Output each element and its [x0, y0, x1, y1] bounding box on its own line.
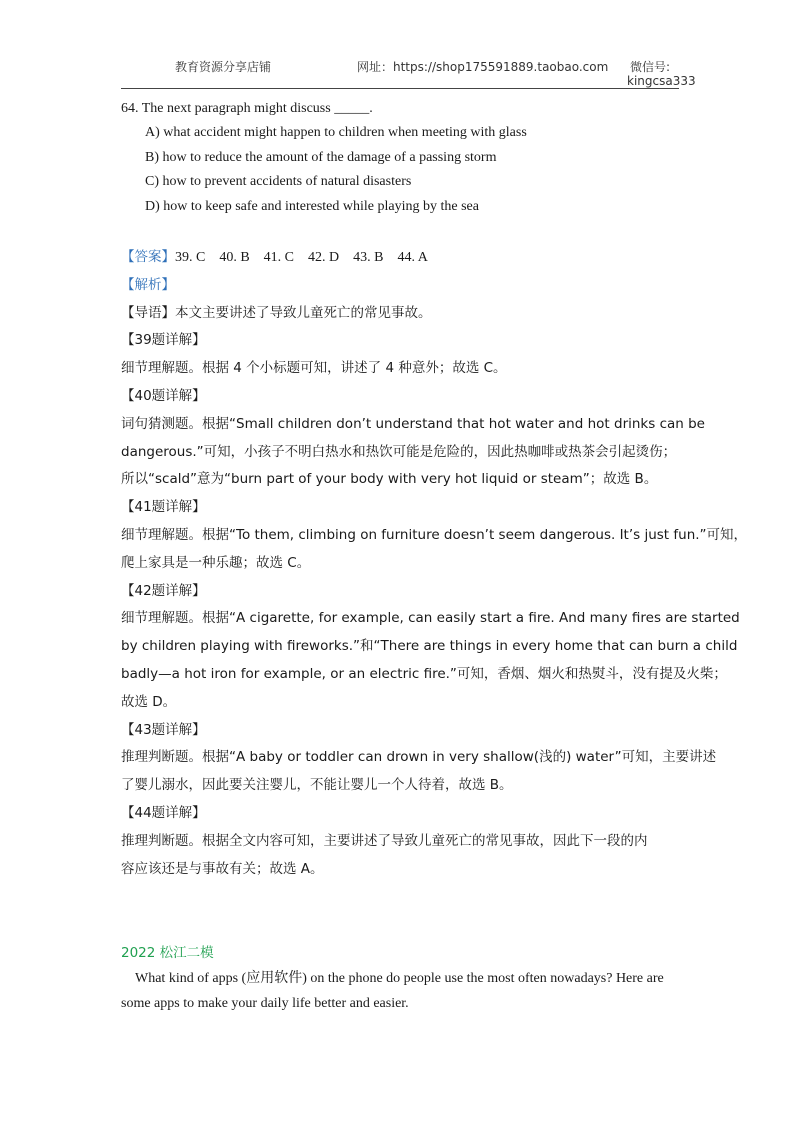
analysis-line: 所以“scald”意为“burn part of your body with very hot liquid or steam”；故选 B。	[121, 471, 658, 488]
section-title: 2022 松江二模	[121, 945, 214, 961]
analysis-line: 容应该还是与事故有关；故选 A。	[121, 860, 324, 877]
section-paragraph-line1: What kind of apps (应用软件) on the phone do people use the most often nowadays? Here are	[135, 971, 664, 986]
page-header	[0, 56, 800, 96]
header-website: 网址：https://shop175591889.taobao.com	[357, 60, 609, 74]
analysis-line: badly—a hot iron for example, or an electric fire.”可知，香烟、烟火和热熨斗，没有提及火柴；	[121, 665, 727, 682]
analysis-line: 爬上家具是一种乐趣；故选 C。	[121, 554, 311, 571]
analysis-line: 【导语】本文主要讲述了导致儿童死亡的常见事故。	[121, 304, 432, 321]
next-section	[121, 940, 691, 1016]
question-stem: 64. The next paragraph might discuss _____.	[121, 101, 373, 116]
header-wechat-id: kingcsa333	[627, 74, 696, 88]
answer-block	[121, 244, 748, 883]
analysis-line: 【41题详解】	[121, 499, 206, 516]
option-d: D) how to keep safe and interested while playing by the sea	[145, 198, 479, 214]
analysis-line: 词句猜测题。根据“Small children don’t understand that hot water and hot drinks can be	[121, 415, 705, 432]
analysis-line: 细节理解题。根据 4 个小标题可知，讲述了 4 种意外；故选 C。	[121, 360, 507, 377]
option-a: A) what accident might happen to children when meeting with glass	[145, 125, 527, 140]
section-paragraph-line2: some apps to make your daily life better and easier.	[121, 996, 409, 1011]
analysis-line: 【39题详解】	[121, 332, 206, 349]
header-shop-name: 教育资源分享店铺	[175, 60, 272, 74]
analysis-line: 细节理解题。根据“To them, climbing on furniture doesn’t seem dangerous. It’s just fun.”可知，	[121, 526, 748, 543]
analysis-line: 细节理解题。根据“A cigarette, for example, can easily start a fire. And many fires are started	[121, 610, 740, 627]
analysis-line: 【42题详解】	[121, 582, 206, 599]
header-wechat-label: 微信号:	[630, 60, 671, 74]
answer-keys: 39. C 40. B 41. C 42. D 43. B 44. A	[175, 250, 428, 265]
analysis-label: 【解析】	[121, 276, 175, 293]
answer-label: 【答案】	[121, 249, 175, 265]
analysis-line: 【44题详解】	[121, 804, 206, 821]
answer-keys-row	[121, 244, 691, 272]
option-b: B) how to reduce the amount of the damage of a passing storm	[145, 149, 497, 165]
analysis-line: 【43题详解】	[121, 721, 206, 738]
analysis-line: by children playing with fireworks.”和“There are things in every home that can burn a child	[121, 638, 738, 655]
analysis-line: 推理判断题。根据全文内容可知，主要讲述了导致儿童死亡的常见事故，因此下一段的内	[121, 832, 648, 849]
analysis-line: 推理判断题。根据“A baby or toddler can drown in very shallow(浅的) water”可知，主要讲述	[121, 749, 717, 766]
option-c: C) how to prevent accidents of natural disasters	[145, 174, 412, 190]
question-block	[121, 97, 691, 219]
analysis-line: 了婴儿溺水，因此要关注婴儿，不能让婴儿一个人待着，故选 B。	[121, 777, 513, 794]
header-divider	[121, 88, 679, 89]
analysis-line: 故选 D。	[121, 693, 177, 710]
analysis-line: 【40题详解】	[121, 387, 206, 404]
analysis-line: dangerous.”可知，小孩子不明白热水和热饮可能是危险的，因此热咖啡或热茶会引起烫伤；	[121, 443, 677, 460]
